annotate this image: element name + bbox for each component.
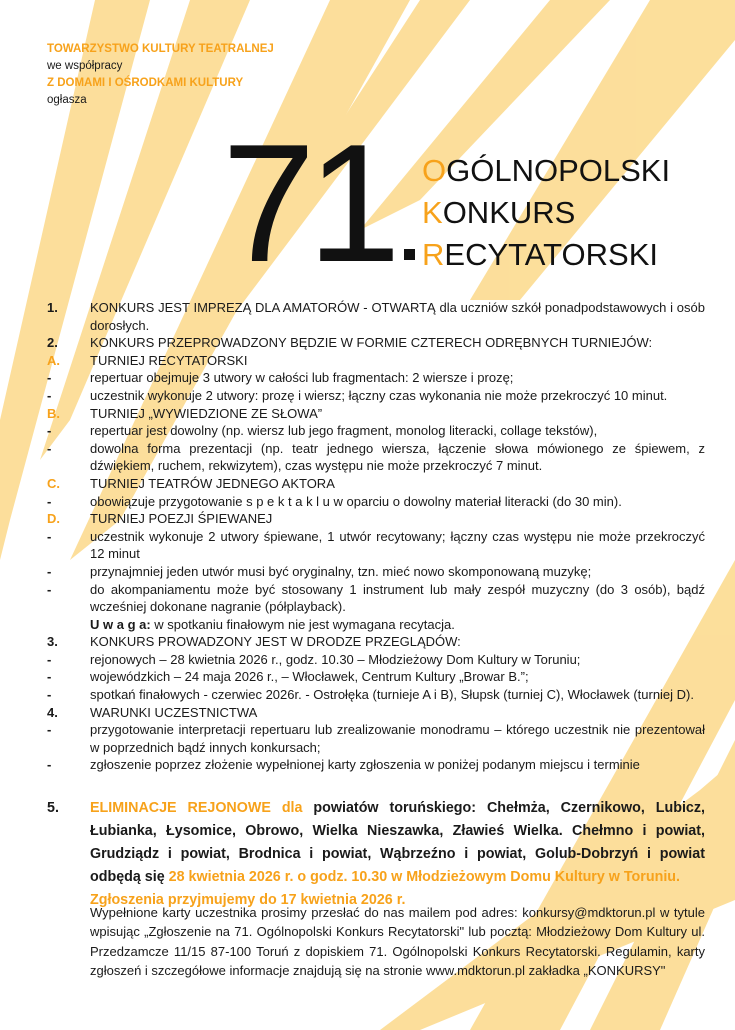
title-word: KONKURS — [422, 195, 576, 230]
list-item — [47, 440, 705, 475]
list-item-text: rejonowych – 28 kwietnia 2026 r., godz. 10.30 – Młodzieżowy Dom Kultury w Toruniu; — [90, 651, 581, 667]
list-item — [47, 528, 705, 563]
list-marker: - — [47, 370, 52, 386]
list-marker: 4. — [47, 704, 58, 720]
list-item — [47, 721, 705, 756]
list-item-text: obowiązuje przygotowanie s p e k t a k l u w oparciu o dowolny materiał literacki (do 30 min). — [90, 493, 622, 509]
title-word: OGÓLNOPOLSKI — [422, 153, 671, 188]
list-item — [47, 668, 705, 686]
list-item-text: U w a g a: w spotkaniu finałowym nie jest wymagana recytacja. — [90, 616, 455, 632]
list-item — [47, 563, 705, 581]
list-item-text: uczestnik wykonuje 2 utwory śpiewane, 1 utwór recytowany; łączny czas występu nie może przekroczyć 12 minut — [90, 528, 705, 562]
list-item — [47, 633, 705, 651]
list-item — [47, 352, 705, 370]
rules-list — [47, 299, 705, 774]
list-marker: - — [47, 687, 52, 703]
list-item — [47, 686, 705, 704]
list-item-text: repertuar obejmuje 3 utwory w całości lub fragmentach: 2 wiersze i prozę; — [90, 370, 514, 386]
list-marker: - — [47, 581, 52, 597]
list-item — [47, 581, 705, 616]
list-marker: - — [47, 722, 52, 738]
list-item-text: repertuar jest dowolny (np. wiersz lub jego fragment, monolog literacki, collage tekstów), — [90, 423, 598, 439]
list-item-text: WARUNKI UCZESTNICTWA — [90, 704, 258, 720]
list-item-text: TURNIEJ TEATRÓW JEDNEGO AKTORA — [90, 475, 335, 491]
list-marker: - — [47, 563, 52, 579]
list-item — [47, 651, 705, 669]
list-marker: - — [47, 651, 52, 667]
list-item-text: do akompaniamentu może być stosowany 1 instrument lub mały zespół muzyczny (do 3 osób), bądź wcześniej dokonane nagranie (półplayback). — [90, 581, 705, 615]
list-item-text: uczestnik wykonuje 2 utwory: prozę i wiersz; łączny czas wykonania nie może przekroczyć 10 minut. — [90, 387, 668, 403]
deadline-text: Zgłoszenia przyjmujemy do 17 kwietnia 2026 r. — [90, 892, 406, 908]
list-item — [47, 704, 705, 722]
list-item-text: dowolna forma prezentacji (np. teatr jednego wiersza, łączenie słowa mówionego ze śpiewem, z dźwiękiem, ruchem, rekwizytem), czas występu nie może przekroczyć 7 minut. — [90, 440, 705, 474]
list-item — [47, 387, 705, 405]
partner-name: Z DOMAMI I OŚRODKAMI KULTURY — [47, 77, 244, 89]
organizer-header — [47, 41, 274, 109]
announces-text: ogłasza — [47, 94, 87, 106]
list-marker: 1. — [47, 300, 58, 315]
list-item — [47, 405, 705, 423]
list-marker: C. — [47, 475, 60, 491]
list-item — [47, 475, 705, 493]
contest-title — [422, 150, 670, 276]
regional-eliminations-text: ELIMINACJE REJONOWE dla powiatów toruńskiego: Chełmża, Czernikowo, Lubicz, Łubianka, Łysomice, Obrowo, Wielka Nieszawka, Zławieś Wielka. Chełmno i powiat, Grudziądz i powiat, Brodnica i powiat, Wąbrzeźno i powiat, Golub-Dobrzyń i powiat odbędą się 28 kwietnia 2026 r. o godz. 10.30 w Młodzieżowym Domu Kultury w Toruniu. Zgłoszenia przyjmujemy do 17 kwietnia 2026 r. — [90, 797, 705, 912]
list-item-text: wojewódzkich – 24 maja 2026 r., – Włocławek, Centrum Kultury „Browar B.”; — [90, 669, 529, 685]
list-marker: A. — [47, 352, 60, 368]
list-item-text: KONKURS PROWADZONY JEST W DRODZE PRZEGLĄDÓW: — [90, 634, 461, 650]
list-item-text: zgłoszenie poprzez złożenie wypełnionej karty zgłoszenia w poniżej podanym miejscu i terminie — [90, 757, 640, 773]
list-marker — [47, 616, 90, 634]
list-item — [47, 493, 705, 511]
list-marker: D. — [47, 511, 60, 527]
list-item-text: KONKURS JEST IMPREZĄ DLA AMATORÓW - OTWARTĄ dla uczniów szkół ponadpodstawowych i osób dorosłych. — [90, 300, 705, 333]
list-marker: - — [47, 423, 52, 439]
list-item — [47, 756, 705, 774]
list-marker: 5. — [47, 800, 59, 816]
list-item-text: TURNIEJ POEZJI ŚPIEWANEJ — [90, 511, 273, 527]
note-label: U w a g a: — [90, 616, 151, 632]
list-item-text: KONKURS PRZEPROWADZONY BĘDZIE W FORMIE CZTERECH ODRĘBNYCH TURNIEJÓW: — [90, 335, 653, 351]
edition-number: 71 — [222, 109, 393, 297]
submission-info: Wypełnione karty uczestnika prosimy przesłać do nas mailem pod adres: konkursy@mdktorun.pl w tytule wpisując „Zgłoszenie na 71. Ogólnopolski Konkurs Recytatorski" lub pocztą: Młodzieżowy Dom Kultury ul. Przedzamcze 11/15 87-100 Toruń z dopiskiem 71. Ogólnopolski Konkurs Recytatorski. Regulamin, karty zgłoszeń i szczegółowe informacje znajdują się na stronie www.mdktorun.pl zakładka „KONKURSY" — [90, 905, 705, 979]
title-word: RECYTATORSKI — [422, 237, 658, 272]
list-marker: - — [47, 440, 52, 456]
list-marker: - — [47, 757, 52, 773]
square-bullet — [404, 249, 415, 260]
list-marker: - — [47, 493, 52, 509]
list-item-text: przygotowanie interpretacji repertuaru lub zrealizowanie monodramu – którego uczestnik nie prezentował w poprzednich bądź innych konkursach; — [90, 722, 705, 755]
list-marker: 3. — [47, 634, 58, 650]
organizer-name: TOWARZYSTWO KULTURY TEATRALNEJ — [47, 43, 274, 55]
list-item-text: TURNIEJ „WYWIEDZIONE ZE SŁOWA” — [90, 405, 323, 421]
list-marker: B. — [47, 405, 60, 421]
list-item-text: spotkań finałowych - czerwiec 2026r. - Ostrołęka (turnieje A i B), Słupsk (turniej C), Włocławek (turniej D). — [90, 687, 694, 703]
section-5 — [47, 797, 705, 912]
list-item — [47, 334, 705, 352]
list-marker: 2. — [47, 335, 58, 351]
list-item — [47, 616, 705, 634]
list-marker: - — [47, 387, 52, 403]
list-item-text: TURNIEJ RECYTATORSKI — [90, 352, 248, 368]
list-item — [47, 510, 705, 528]
list-marker: - — [47, 669, 52, 685]
cooperation-text: we współpracy — [47, 60, 123, 72]
list-item-text: przynajmniej jeden utwór musi być oryginalny, tzn. mieć nowo skomponowaną muzykę; — [90, 563, 592, 579]
list-item — [47, 422, 705, 440]
list-item — [47, 369, 705, 387]
list-marker: - — [47, 528, 52, 544]
list-item — [47, 299, 705, 334]
